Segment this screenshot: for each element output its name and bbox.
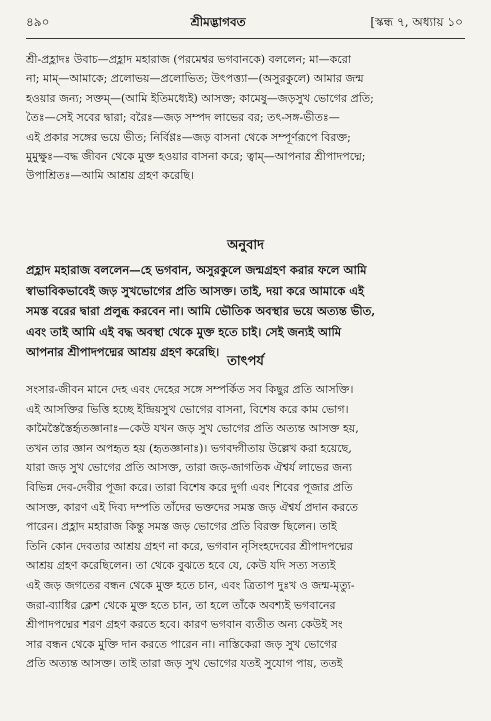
translation-line: সমস্ত বরের দ্বারা প্রলুব্ধ করবেন না। আমি ভৌতিক অবস্থার ভয়ে অত্যন্ত ভীত, bbox=[26, 304, 376, 318]
purport-line: জরা-ব্যাধির ক্লেশ থেকে মুক্ত হতে চান, তা হলে তাঁকে অবশ্যই ভগবানের bbox=[26, 598, 336, 612]
purport-line: শ্রীপাদপদ্মের শরণ গ্রহণ করতে হবে। কারণ ভগবান ব্যতীত অন্য কেউই সং bbox=[26, 618, 343, 632]
purport-heading: তাৎপর্য bbox=[227, 354, 264, 369]
translation-line: এবং তাই আমি এই বদ্ধ অবস্থা থেকে মুক্ত হতে চাই। সেই জন্যই আমি bbox=[26, 324, 342, 339]
purport-line: সংসার-জীবন মানে দেহ এবং দেহের সঙ্গে সম্পর্কিত সব কিছুর প্রতি আসক্তি। bbox=[26, 383, 354, 396]
header-divider bbox=[26, 38, 465, 39]
purport-line: পারেন। প্রহ্লাদ মহারাজ কিন্তু সমস্ত জড় ভোগের প্রতি বিরক্ত ছিলেন। তাই bbox=[26, 520, 337, 534]
purport-line: প্রতি অত্যন্ত আসক্ত। তাই তারা জড় সুখ ভোগের যতই সুযোগ পায়, ততই bbox=[26, 657, 343, 671]
translation-line: আপনার শ্রীপাদপদ্মের আশ্রয় গ্রহণ করেছি। bbox=[26, 345, 220, 359]
purport-line: কামৈস্তৈস্তৈর্হৃতজ্ঞানাঃ—কেউ যখন জড় সুখ ভোগের প্রতি অত্যন্ত আসক্ত হয়, bbox=[26, 422, 359, 436]
synonym-line: মুমুক্ষুঃ—বদ্ধ জীবন থেকে মুক্ত হওয়ার বাসনা করে; ত্বাম্—আপনার শ্রীপাদপদ্মে; bbox=[26, 150, 366, 164]
synonym-line: উপাশ্রিতঃ—আমি আশ্রয় গ্রহণ করেছি। bbox=[26, 169, 194, 183]
synonym-line: তৈঃ—সেই সবের দ্বারা; বরৈঃ—জড় সম্পদ লাভের বর; তৎ-সঙ্গ-ভীতঃ— bbox=[26, 111, 340, 125]
page-number: ৪৯০ bbox=[26, 15, 50, 29]
purport-line: আসক্ত, কারণ এই দিব্য দম্পতি তাঁদের ভক্তদের সমস্ত জড় ঐশ্বর্য প্রদান করতে bbox=[26, 500, 359, 514]
purport-section bbox=[26, 380, 465, 674]
purport-line: সার বন্ধন থেকে মুক্তি দান করতে পারেন না। নাস্তিকেরা জড় সুখ ভোগের bbox=[26, 637, 338, 651]
synonym-line: শ্রী-প্রহ্লাদঃ উবাচ—প্রহ্লাদ মহারাজ (পরমেশ্বর ভগবানকে) বললেন; মা—করো bbox=[26, 53, 351, 66]
purport-line: এই আসক্তির ভিত্তি হচ্ছে ইন্দ্রিয়সুখ ভোগের বাসনা, বিশেষ করে কাম ভোগ। bbox=[26, 402, 349, 416]
purport-line: আশ্রয় গ্রহণ করেছিলেন। তা থেকে বুঝতে হবে যে, কেউ যদি সত্য সত্যই bbox=[26, 559, 336, 573]
purport-line: তিনি কোন দেবতার আশ্রয় গ্রহণ না করে, ভগবান নৃসিংহদেবের শ্রীপাদপদ্মের bbox=[26, 539, 353, 553]
synonym-line: না; মাম্—আমাকে; প্রলোভয়—প্রলোভিত; উৎপত্ত্যা—(অসুরকুলে) আমার জন্ম bbox=[26, 72, 364, 86]
translation-heading: অনুবাদ bbox=[227, 238, 264, 253]
synonym-line: হওয়ার জন্য; সক্তম্—(আমি ইতিমধ্যেই) আসক্ত; কামেষু—জড়সুখ ভোগের প্রতি; bbox=[26, 91, 374, 105]
synonyms-section bbox=[26, 50, 465, 186]
purport-line: তখন তার জ্ঞান অপহৃত হয় (হৃতজ্ঞানাঃ)। ভগবদ্গীতায় উল্লেখ করা হয়েছে, bbox=[26, 441, 352, 455]
synonym-line: এই প্রকার সঙ্গের ভয়ে ভীত; নির্বিণ্ণঃ—জড় বাসনা থেকে সম্পূর্ণরূপে বিরক্ত; bbox=[26, 130, 351, 144]
page-header bbox=[26, 14, 463, 34]
book-title: শ্রীমদ্ভাগবত bbox=[190, 15, 246, 29]
purport-line: বিভিন্ন দেব-দেবীর পূজা করে। তারা বিশেষ করে দুর্গা এবং শিবের পূজার প্রতি bbox=[26, 480, 353, 494]
translation-section bbox=[26, 260, 465, 363]
chapter-reference: [স্কন্ধ ৭, অধ্যায় ১০ bbox=[370, 15, 463, 29]
translation-line: স্বাভাবিকভাবেই জড় সুখভোগের প্রতি আসক্ত। তাই, দয়া করে আমাকে এই bbox=[26, 283, 364, 298]
purport-line: যারা জড় সুখ ভোগের প্রতি আসক্ত, তারা জড়-জাগতিক ঐশ্বর্য লাভের জন্য bbox=[26, 461, 352, 475]
purport-line: এই জড় জগতের বন্ধন থেকে মুক্ত হতে চান, এবং ত্রিতাপ দুঃখ ও জন্ম-মৃত্যু- bbox=[26, 578, 355, 592]
translation-line: প্রহ্লাদ মহারাজ বললেন—হে ভগবান, অসুরকুলে জন্মগ্রহণ করার ফলে আমি bbox=[26, 263, 367, 277]
